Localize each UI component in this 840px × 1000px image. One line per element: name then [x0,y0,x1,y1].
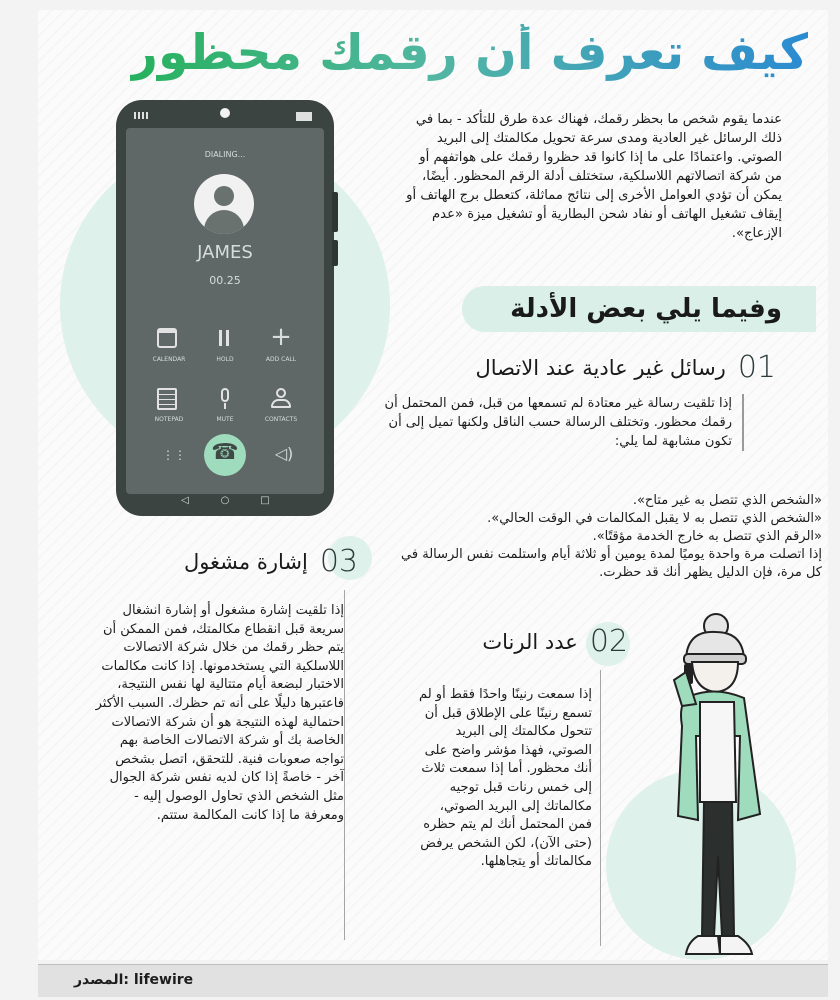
hold-button[interactable] [200,328,250,374]
mute-button[interactable] [200,388,250,434]
notepad-button[interactable] [144,388,194,434]
phone-side-button-bottom [332,240,338,266]
source-credit: المصدر: lifewire [74,972,194,988]
phone-illustration [116,100,334,516]
pause-icon [219,330,222,346]
contact-avatar [194,174,254,234]
call-timer: 00.25 [209,274,241,287]
nav-recent-icon[interactable]: □ [260,495,270,506]
speaker-icon[interactable]: ◁) [274,444,294,463]
avatar-body-icon [204,210,244,234]
section-title: رسائل غير عادية عند الاتصال [475,355,726,380]
contacts-button[interactable] [256,388,306,434]
section-2-heading [482,624,628,659]
section-3-divider [344,590,345,940]
calendar-icon [157,328,177,348]
phone-side-button-top [332,192,338,232]
battery-icon [296,112,312,121]
shirt [700,702,736,802]
contact-name: JAMES [197,242,253,263]
nav-home-icon[interactable]: ○ [220,495,230,506]
section-number: 01 [737,350,776,385]
keypad-icon[interactable]: ⋮⋮ [162,448,186,462]
sneakers [686,936,752,954]
avatar-head-icon [214,186,234,206]
section-number: 02 [589,624,628,659]
person-icon [276,388,286,398]
intro-paragraph: عندما يقوم شخص ما بحظر رقمك، فهناك عدة طرق للتأكد - بما في ذلك الرسائل غير العادية ومدى سرعة تحويل مكالمتك إلى البريد الصوتي. واعتمادًا على ما إذا كانوا قد حظروا رقمك على هواتفهم أو من شركة اتصالاتهم اللاسلكية، ستختلف أدلة الرقم المحظور. أيضًا، يمكن أن تؤدي العوامل الأخرى إلى نتائج مماثلة، كتعطل برج الهاتف أو إيقاف تشغيل الهاتف أو نفاد شحن البطارية أو تشغيل ميزة «عدم الإزعاج». [406,112,782,241]
action-label: HOLD [216,356,234,363]
phone-handset-icon: ☎ [211,440,239,465]
plus-icon: + [270,322,292,352]
call-status: DIALING... [204,150,246,159]
section-3-heading [184,544,358,579]
end-call-button[interactable] [204,434,246,476]
banner-heading: وفيما يلي بعض الأدلة [510,294,782,324]
action-label: CONTACTS [264,416,298,423]
action-label: ADD CALL [265,356,297,363]
action-label: NOTEPAD [154,416,184,423]
notepad-icon [157,388,177,410]
section-1-heading [476,350,776,385]
microphone-stand-icon [224,403,226,409]
section-2-divider [600,670,601,946]
section-title: عدد الرنات [482,629,578,654]
quote-line: «الشخص الذي تتصل به غير متاح». [632,493,822,508]
legs [702,802,734,936]
nav-back-icon[interactable]: ◁ [181,495,189,506]
microphone-icon [221,388,229,402]
add-call-button[interactable] [256,322,306,374]
page-title: كيف تعرف أن رقمك محظور [129,24,808,81]
camera-dot [220,108,230,118]
section-1-body: إذا تلقيت رسالة غير معتادة لم تسمعها من قبل، فمن المحتمل أن رقمك محظور. وتختلف الرسالة حسب الناقل ولكنها تميل إلى أن تكون مشابهة لما يلي: [380,394,744,451]
phone-screen [126,128,324,494]
person-body-icon [271,399,291,408]
section-2-body: إذا سمعت رنينًا واحدًا فقط أو لم تسمع رنينًا على الإطلاق قبل أن تتحول مكالمتك إلى البريد الصوتي، فهذا مؤشر واضح على أنك محظور. أما إذا سمعت ثلاث إلى خمس رنات قبل توجيه مكالماتك إلى البريد الصوتي، فمن المحتمل أنك لم يتم حظره (حتى الآن)، لكن الشخص يرفض مكالماتك أو يتجاهلها. [419,687,592,870]
action-label: MUTE [216,416,234,423]
section-title: إشارة مشغول [183,549,308,574]
face [692,662,738,692]
section-3-body: إذا تلقيت إشارة مشغول أو إشارة انشغال سريعة قبل انقطاع مكالمتك، فمن الممكن أن يتم حظر رقمك من خلال شركة الاتصالات اللاسلكية التي يستخدمونها. إذا كانت مكالمات الاختبار لبضعة أيام متتالية لها نفس النتيجة، فاعتبرها دليلًا على أنه تم حظرك. السبب الأكثر احتمالية لهذه النتيجة هو أن شركة الاتصالات الخاصة بك أو شركة الاتصالات الخاصة بهم تواجه صعوبات فنية. للتحقق، اتصل بشخص آخر - خاصةً إذا كان لديه نفس شركة الجوال مثل الشخص الذي تحاول الوصول إليه - ومعرفة ما إذا كانت المكالمة ستتم. [95,603,344,823]
action-label: CALENDAR [152,356,186,363]
quote-conclusion: إذا اتصلت مرة واحدة يوميًا لمدة يومين أو ثلاثة أيام واستلمت نفس الرسالة في كل مرة، فإن الدليل يظهر أنك قد حظرت. [401,547,822,580]
section-1-quotes [398,492,822,582]
infographic-page [38,10,828,960]
source-footer [38,964,828,997]
signal-icon [134,112,148,119]
quote-line: «الشخص الذي تتصل به لا يقبل المكالمات في الوقت الحالي». [487,511,822,526]
person-on-phone-illustration [634,606,794,960]
calendar-button[interactable] [144,328,194,374]
evidence-banner [462,286,816,332]
beanie [684,614,746,664]
quote-line: «الرقم الذي تتصل به خارج الخدمة مؤقتًا». [592,529,822,544]
section-number: 03 [319,544,358,579]
